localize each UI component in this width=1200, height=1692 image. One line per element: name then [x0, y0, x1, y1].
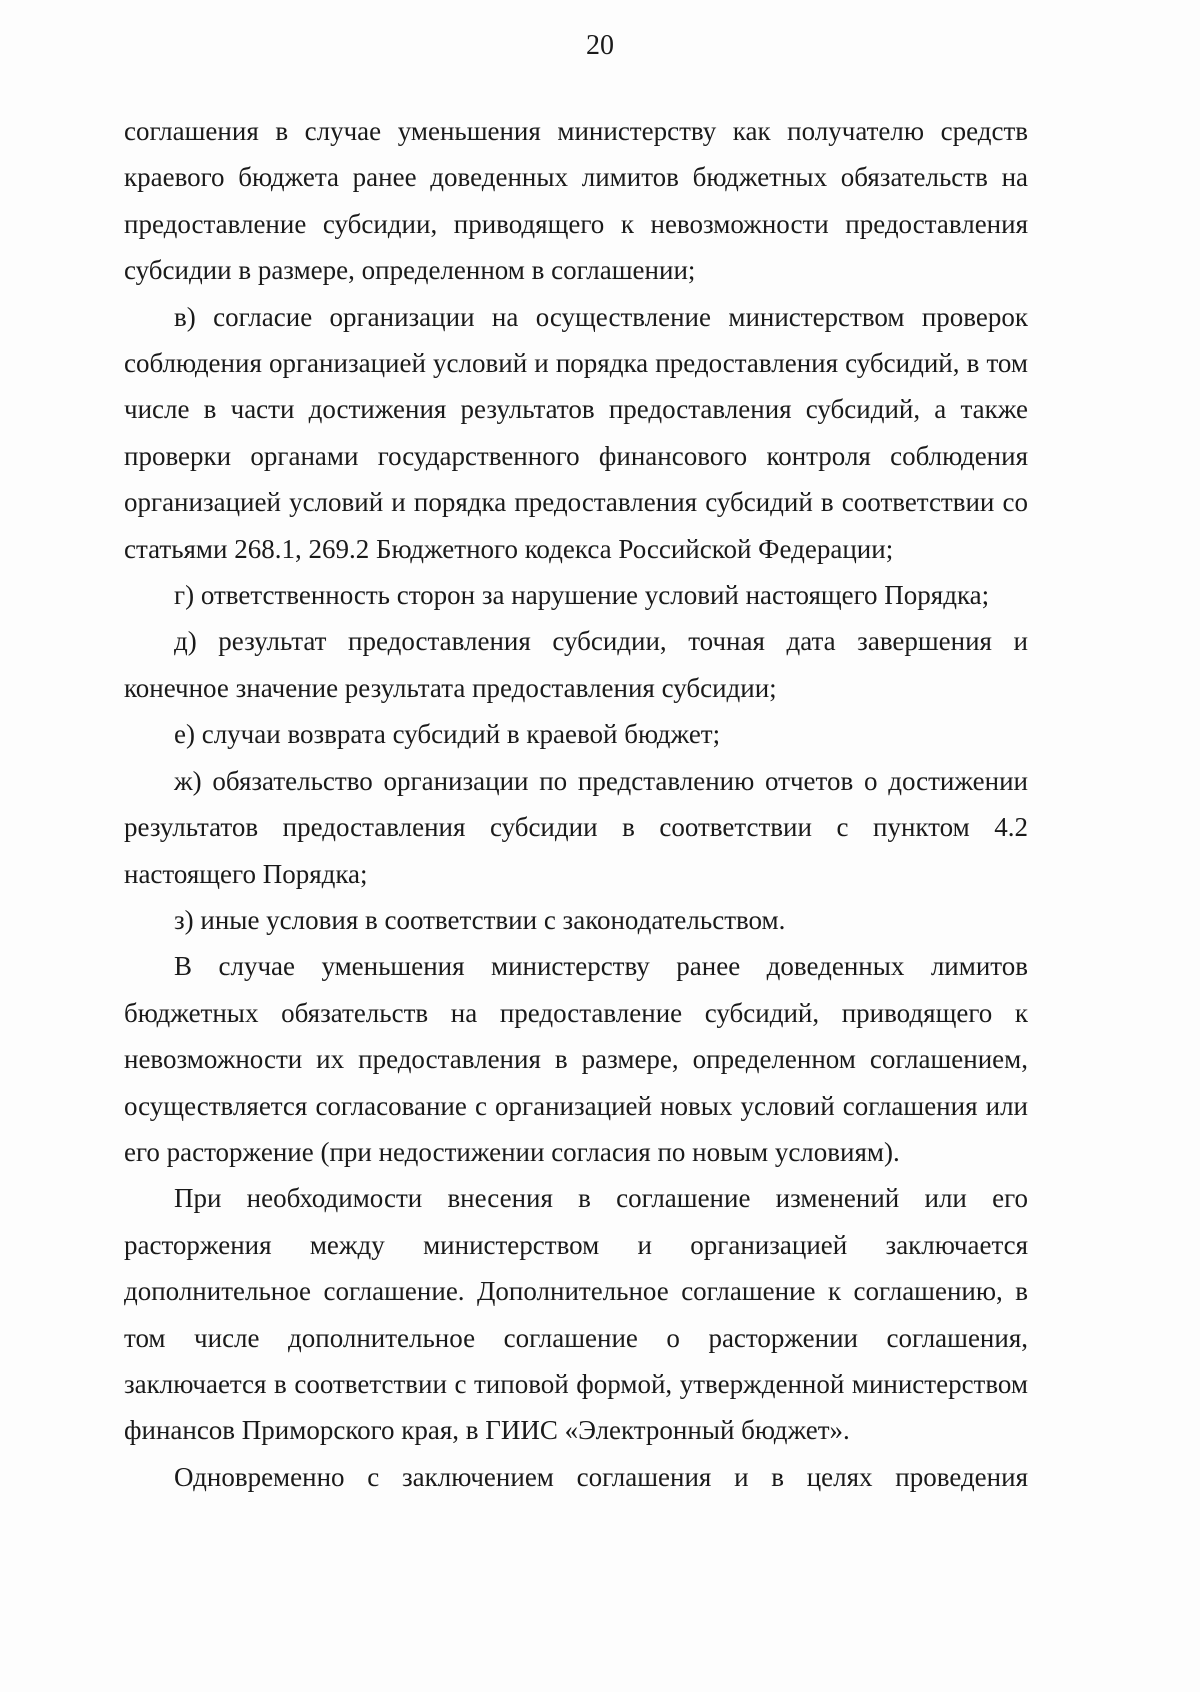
paragraph-item-v: в) согласие организации на осуществление министерством проверок соблюдения организацией условий и порядка предоставления субсидий, в том числе в части достижения результатов предоставления субсидий, а также проверки органами государственного финансового контроля соблюдения организацией условий и порядка предоставления субсидий в соответствии со статьями 268.1, 269.2 Бюджетного кодекса Российской Федерации; [124, 301, 1028, 564]
paragraph-item-d: д) результат предоставления субсидии, точная дата завершения и конечное значение результата предоставления субсидии; [124, 626, 1028, 703]
paragraph-limits-reduction: В случае уменьшения министерству ранее доведенных лимитов бюджетных обязательств на предоставление субсидий, приводящего к невозможности их предоставления в размере, определенном соглашением, осуществляется согласование с организацией новых условий соглашения или его расторжение (при недостижении согласия по новым условиям). [124, 951, 1028, 1167]
paragraph-item-zh: ж) обязательство организации по представлению отчетов о достижении результатов предоставления субсидии в соответствии с пунктом 4.2 настоящего Порядка; [124, 765, 1028, 889]
document-body [124, 108, 1028, 1500]
paragraph-amendments: При необходимости внесения в соглашение изменений или его расторжения между министерством и организацией заключается дополнительное соглашение. Дополнительное соглашение к соглашению, в том числе дополнительное соглашение о расторжении соглашения, заключается в соответствии с типовой формой, утвержденной министерством финансов Приморского края, в ГИИС «Электронный бюджет». [124, 1183, 1028, 1446]
paragraph-continuation: соглашения в случае уменьшения министерству как получателю средств краевого бюджета ранее доведенных лимитов бюджетных обязательств на предоставление субсидии, приводящего к невозможности предоставления субсидии в размере, определенном в соглашении; [124, 116, 1028, 286]
page-number: 20 [586, 30, 614, 61]
paragraph-simultaneously: Одновременно с заключением соглашения и в целях проведения [174, 1461, 1028, 1492]
paragraph-item-z: з) иные условия в соответствии с законодательством. [174, 904, 786, 935]
paragraph-item-g: г) ответственность сторон за нарушение условий настоящего Порядка; [174, 580, 990, 611]
paragraph-item-e: е) случаи возврата субсидий в краевой бюджет; [174, 719, 721, 750]
